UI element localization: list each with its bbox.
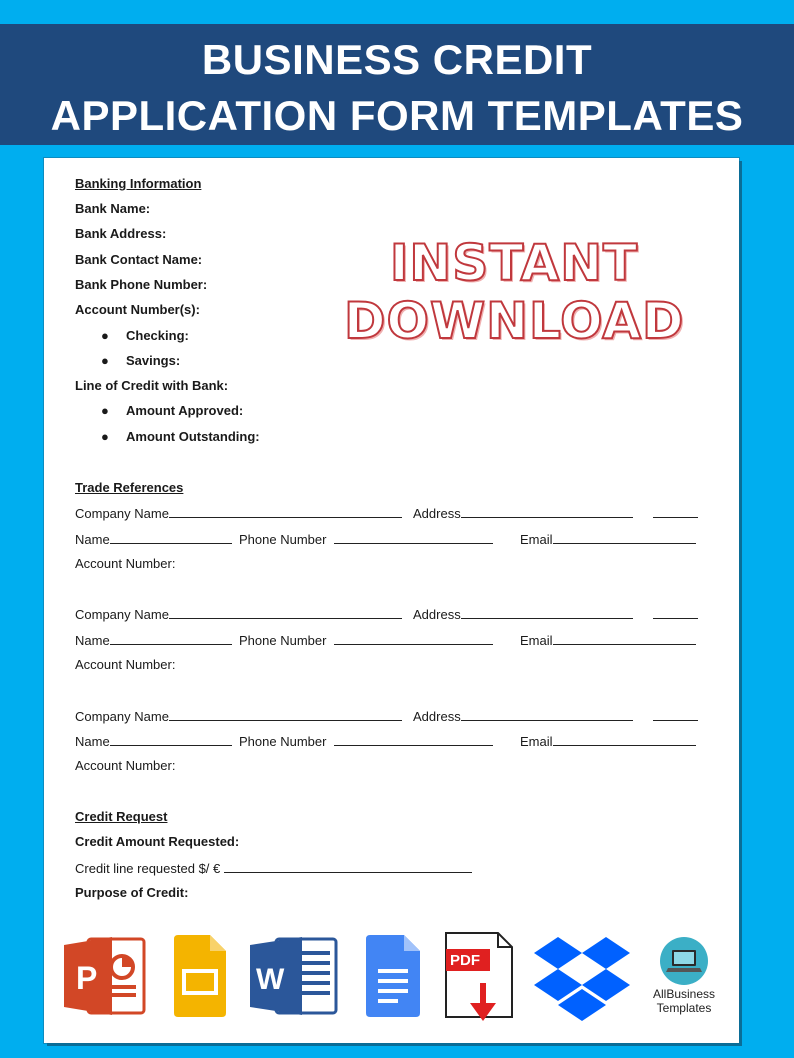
stamp-line1: INSTANT (389, 234, 639, 292)
title-banner (0, 24, 794, 145)
instant-download-stamp[interactable] (344, 234, 684, 350)
amount-approved-label: Amount Approved: (126, 403, 244, 418)
allbusiness-line1: AllBusiness (652, 987, 716, 1001)
address-field[interactable] (413, 606, 633, 623)
address-extra-field[interactable] (653, 708, 698, 725)
email-label: Email (520, 734, 553, 749)
line-of-credit-label: Line of Credit with Bank: (75, 378, 229, 393)
bullet: ● (101, 403, 109, 418)
phone-number-label: Phone Number (239, 532, 327, 547)
pdf-label: PDF (450, 952, 480, 969)
bullet: ● (101, 328, 109, 343)
address-extra-field[interactable] (653, 505, 698, 522)
name-field[interactable] (75, 632, 232, 649)
email-label: Email (520, 633, 553, 648)
format-icons-strip (44, 923, 739, 1041)
bank-address-label: Bank Address: (75, 226, 167, 241)
bullet: ● (101, 353, 109, 368)
address-extra-field[interactable] (653, 606, 698, 623)
credit-amount-label: Credit Amount Requested: (75, 834, 240, 849)
name-field[interactable] (75, 531, 232, 548)
banner-title-line1: BUSINESS CREDIT (201, 36, 593, 83)
name-label: Name (75, 633, 110, 648)
credit-line-label: Credit line requested $/ € (75, 861, 221, 876)
svg-text:P: P (76, 960, 98, 996)
email-field[interactable] (520, 733, 696, 750)
trade-heading: Trade References (75, 480, 184, 495)
email-field[interactable] (520, 632, 696, 649)
address-label: Address (413, 709, 461, 724)
name-label: Name (75, 734, 110, 749)
powerpoint-icon[interactable] (62, 933, 148, 1019)
bank-phone-label: Bank Phone Number: (75, 277, 208, 292)
banner-title-line2: APPLICATION FORM TEMPLATES (50, 92, 744, 139)
dropbox-icon[interactable] (532, 935, 630, 1025)
stamp-line2: DOWNLOAD (344, 292, 685, 350)
phone-number-label: Phone Number (239, 633, 327, 648)
phone-number-field[interactable] (239, 733, 493, 750)
savings-label: Savings: (126, 353, 181, 368)
email-label: Email (520, 532, 553, 547)
company-name-field[interactable] (75, 505, 402, 522)
name-label: Name (75, 532, 110, 547)
name-field[interactable] (75, 733, 232, 750)
form-document (44, 158, 739, 1043)
laptop-icon (658, 935, 710, 987)
phone-number-field[interactable] (239, 632, 493, 649)
address-label: Address (413, 506, 461, 521)
credit-heading: Credit Request (75, 809, 168, 824)
google-slides-icon[interactable] (170, 933, 230, 1019)
account-number-label: Account Number: (75, 758, 176, 773)
address-label: Address (413, 607, 461, 622)
banking-heading: Banking Information (75, 176, 202, 191)
company-name-label: Company Name (75, 506, 169, 521)
credit-line-field[interactable] (75, 860, 472, 877)
account-number-label: Account Number: (75, 556, 176, 571)
pdf-download-icon[interactable] (442, 929, 516, 1027)
email-field[interactable] (520, 531, 696, 548)
google-docs-icon[interactable] (362, 933, 424, 1019)
svg-text:W: W (256, 963, 285, 996)
bank-name-label: Bank Name: (75, 201, 151, 216)
phone-number-field[interactable] (239, 531, 493, 548)
company-name-field[interactable] (75, 708, 402, 725)
allbusiness-line2: Templates (656, 1001, 712, 1015)
phone-number-label: Phone Number (239, 734, 327, 749)
bullet: ● (101, 429, 109, 444)
company-name-label: Company Name (75, 607, 169, 622)
company-name-label: Company Name (75, 709, 169, 724)
checking-label: Checking: (126, 328, 189, 343)
purpose-of-credit-label: Purpose of Credit: (75, 885, 189, 900)
address-field[interactable] (413, 708, 633, 725)
company-name-field[interactable] (75, 606, 402, 623)
address-field[interactable] (413, 505, 633, 522)
account-numbers-label: Account Number(s): (75, 302, 200, 317)
allbusiness-templates-logo[interactable] (642, 987, 726, 1015)
bank-contact-label: Bank Contact Name: (75, 252, 203, 267)
word-icon[interactable] (248, 933, 340, 1019)
amount-outstanding-label: Amount Outstanding: (126, 429, 260, 444)
account-number-label: Account Number: (75, 657, 176, 672)
pdf-file-icon (442, 929, 516, 1027)
